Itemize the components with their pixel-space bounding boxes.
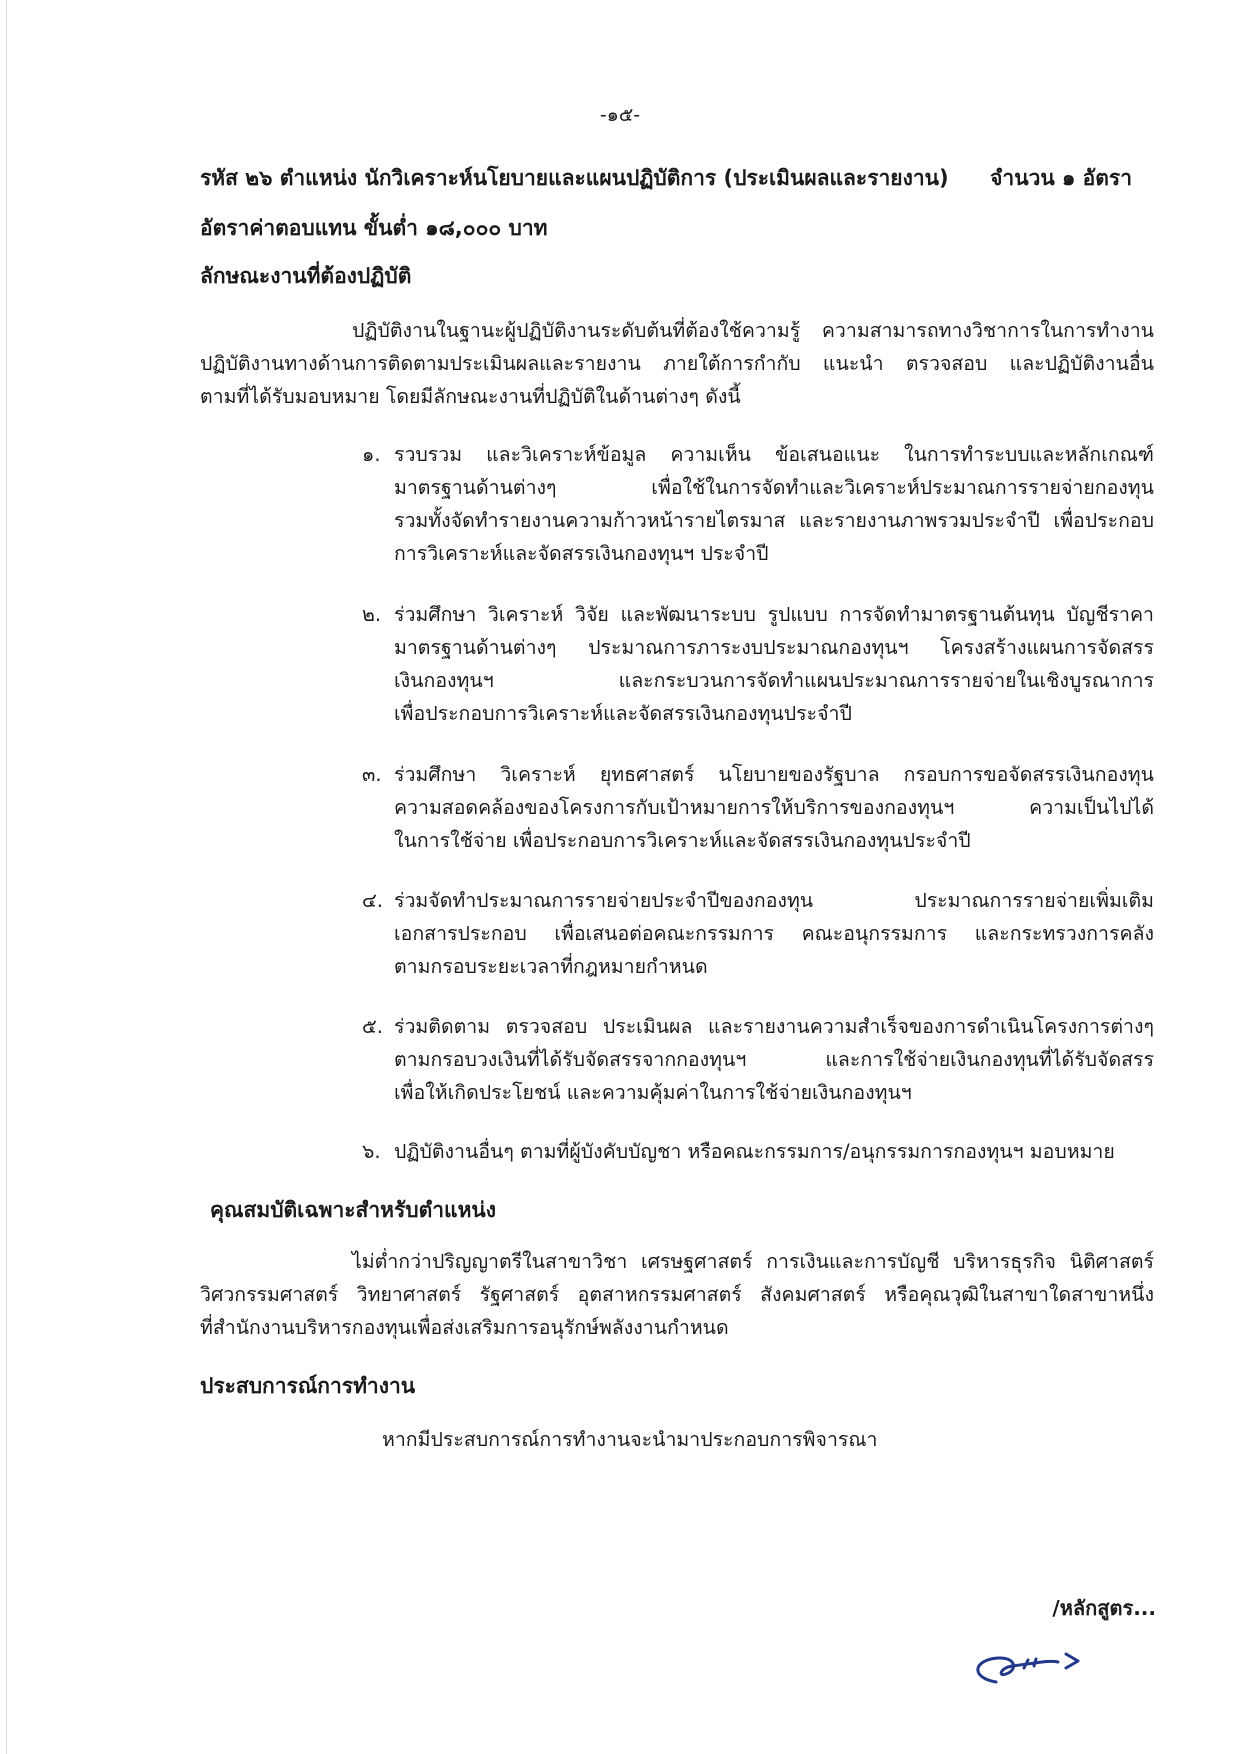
duty-line: เพื่อประกอบการวิเคราะห์และจัดสรรเงินกองทุนประจำปี (394, 702, 852, 725)
duty-text (394, 438, 1154, 570)
duty-item (362, 1135, 1154, 1168)
duty-line: ร่วมศึกษา วิเคราะห์ ยุทธศาสตร์ นโยบายของรัฐบาล กรอบการขอจัดสรรเงินกองทุน (394, 763, 1154, 786)
duty-line: ร่วมจัดทำประมาณการรายจ่ายประจำปีของกองทุน ประมาณการรายจ่ายเพิ่มเติม (394, 889, 1154, 912)
qualification-line: วิศวกรรมศาสตร์ วิทยาศาสตร์ รัฐศาสตร์ อุตสาหกรรมศาสตร์ สังคมศาสตร์ หรือคุณวุฒิในสาขาใดสาขาหนึ่ง (200, 1283, 1154, 1306)
duty-item (362, 1010, 1154, 1109)
signature-scribble (966, 1644, 1096, 1704)
job-description-title: ลักษณะงานที่ต้องปฏิบัติ (200, 264, 412, 288)
duty-number: ๕. (362, 1015, 383, 1038)
experience-text: หากมีประสบการณ์การทำงานจะนำมาประกอบการพิจารณา (382, 1428, 878, 1451)
position-code-title: รหัส ๒๖ ตำแหน่ง นักวิเคราะห์นโยบายและแผนปฏิบัติการ (ประเมินผลและรายงาน) (200, 166, 949, 190)
duty-line: เงินกองทุนฯ และกระบวนการจัดทำแผนประมาณการรายจ่ายในเชิงบูรณาการ (394, 669, 1154, 692)
qualifications-title: คุณสมบัติเฉพาะสำหรับตำแหน่ง (210, 1198, 497, 1222)
duty-item (362, 884, 1154, 983)
duty-text (394, 884, 1154, 983)
position-quota: จำนวน ๑ อัตรา (990, 166, 1132, 190)
position-heading (200, 162, 1132, 195)
duty-item (362, 598, 1154, 730)
pay-rate: อัตราค่าตอบแทน ขั้นต่ำ ๑๘,๐๐๐ บาท (200, 216, 548, 240)
intro-line: ตามที่ได้รับมอบหมาย โดยมีลักษณะงานที่ปฏิบัติในด้านต่างๆ ดังนี้ (200, 385, 741, 408)
experience-title: ประสบการณ์การทำงาน (200, 1374, 416, 1398)
qualification-line: ไม่ต่ำกว่าปริญญาตรีในสาขาวิชา เศรษฐศาสตร์ การเงินและการบัญชี บริหารธุรกิจ นิติศาสตร์ (352, 1250, 1154, 1273)
duty-text (394, 1010, 1154, 1109)
page-number: -๑๕- (599, 104, 641, 126)
duty-text (394, 1135, 1154, 1168)
duty-item (362, 758, 1154, 857)
duty-line: ร่วมติดตาม ตรวจสอบ ประเมินผล และรายงานความสำเร็จของการดำเนินโครงการต่างๆ (394, 1015, 1154, 1038)
intro-line: ปฏิบัติงานทางด้านการติดตามประเมินผลและรายงาน ภายใต้การกำกับ แนะนำ ตรวจสอบ และปฏิบัติงานอื่น (200, 352, 1154, 375)
duty-line: ร่วมศึกษา วิเคราะห์ วิจัย และพัฒนาระบบ รูปแบบ การจัดทำมาตรฐานต้นทุน บัญชีราคา (394, 603, 1154, 626)
page-edge-line (6, 0, 7, 1754)
duty-line: เพื่อให้เกิดประโยชน์ และความคุ้มค่าในการใช้จ่ายเงินกองทุนฯ (394, 1081, 912, 1104)
duty-line: มาตรฐานด้านต่างๆ เพื่อใช้ในการจัดทำและวิเคราะห์ประมาณการรายจ่ายกองทุน (394, 476, 1154, 499)
duty-item (362, 438, 1154, 570)
duty-line: การวิเคราะห์และจัดสรรเงินกองทุนฯ ประจำปี (394, 542, 769, 565)
duty-number: ๔. (362, 889, 383, 912)
qualifications-text (200, 1245, 1154, 1344)
duty-line: มาตรฐานด้านต่างๆ ประมาณการภาระงบประมาณกองทุนฯ โครงสร้างแผนการจัดสรร (394, 636, 1154, 659)
duty-text (394, 598, 1154, 730)
duty-line: ปฏิบัติงานอื่นๆ ตามที่ผู้บังคับบัญชา หรือคณะกรรมการ/อนุกรรมการกองทุนฯ มอบหมาย (394, 1140, 1115, 1163)
duty-line: ตามกรอบระยะเวลาที่กฎหมายกำหนด (394, 955, 708, 978)
duty-line: รวมทั้งจัดทำรายงานความก้าวหน้ารายไตรมาส และรายงานภาพรวมประจำปี เพื่อประกอบ (394, 509, 1154, 532)
duty-line: ความสอดคล้องของโครงการกับเป้าหมายการให้บริการของกองทุนฯ ความเป็นไปได้ (394, 796, 1154, 819)
duty-number: ๓. (362, 763, 382, 786)
duty-number: ๒. (362, 603, 382, 626)
intro-line: ปฏิบัติงานในฐานะผู้ปฏิบัติงานระดับต้นที่ต้องใช้ความรู้ ความสามารถทางวิชาการในการทำงาน (352, 319, 1154, 342)
duty-line: เอกสารประกอบ เพื่อเสนอต่อคณะกรรมการ คณะอนุกรรมการ และกระทรวงการคลัง (394, 922, 1154, 945)
qualification-line: ที่สำนักงานบริหารกองทุนเพื่อส่งเสริมการอนุรักษ์พลังงานกำหนด (200, 1316, 729, 1339)
continuation-marker: /หลักสูตร... (1052, 1596, 1156, 1620)
job-description-intro (200, 314, 1154, 413)
duty-number: ๖. (362, 1140, 381, 1163)
duty-number: ๑. (362, 443, 381, 466)
duty-text (394, 758, 1154, 857)
duty-line: รวบรวม และวิเคราะห์ข้อมูล ความเห็น ข้อเสนอแนะ ในการทำระบบและหลักเกณฑ์ (394, 443, 1154, 466)
duty-line: ในการใช้จ่าย เพื่อประกอบการวิเคราะห์และจัดสรรเงินกองทุนประจำปี (394, 829, 971, 852)
duty-line: ตามกรอบวงเงินที่ได้รับจัดสรรจากกองทุนฯ และการใช้จ่ายเงินกองทุนที่ได้รับจัดสรร (394, 1048, 1154, 1071)
